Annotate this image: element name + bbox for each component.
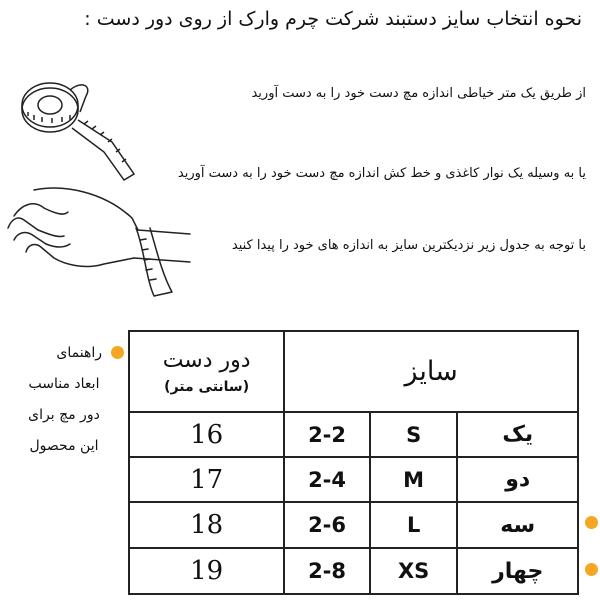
- step-2-text: یا به وسیله یک نوار کاغذی و خط کش اندازه مچ دست خود را به دست آورید: [177, 166, 586, 181]
- step-1-text: از طریق یک متر خیاطی اندازه مچ دست خود را به دست آورید: [251, 86, 586, 101]
- bullet-dot-icon: [111, 346, 124, 359]
- header-wrist: [129, 331, 284, 412]
- guide-legend: [8, 338, 120, 462]
- size-range: 2-8: [284, 548, 370, 594]
- wrist-cm: 19: [129, 548, 284, 594]
- table-row: [129, 548, 578, 594]
- wrist-cm: 16: [129, 412, 284, 457]
- step-3-text: با توجه به جدول زیر نزدیکترین سایز به اندازه های خود را پیدا کنید: [231, 238, 586, 253]
- wrist-cm: 18: [129, 502, 284, 548]
- guide-line: دور مچ برای: [28, 407, 100, 423]
- size-letter: L: [370, 502, 458, 548]
- size-name: یک: [457, 412, 578, 457]
- size-table: [128, 330, 579, 595]
- size-range: 2-2: [284, 412, 370, 457]
- bullet-dot-icon: [585, 563, 598, 576]
- guide-line: ابعاد مناسب: [28, 376, 100, 392]
- bullet-dot-icon: [585, 516, 598, 529]
- table-row: [129, 502, 578, 548]
- wrist-cm: 17: [129, 457, 284, 502]
- size-name: سه: [457, 502, 578, 548]
- size-name: چهار: [457, 548, 578, 594]
- size-range: 2-4: [284, 457, 370, 502]
- guide-line: این محصول: [29, 438, 99, 454]
- guide-line: راهنمای: [56, 345, 102, 361]
- page-title: نحوه انتخاب سایز دستبند شرکت چرم وارک از روی دور دست :: [84, 8, 582, 30]
- size-letter: S: [370, 412, 458, 457]
- size-name: دو: [457, 457, 578, 502]
- table-row: [129, 457, 578, 502]
- size-letter: M: [370, 457, 458, 502]
- tape-measure-icon: [12, 72, 137, 187]
- header-wrist-label: دور دست: [162, 347, 251, 373]
- table-row: [129, 412, 578, 457]
- header-size: سایز: [284, 331, 578, 412]
- size-letter: XS: [370, 548, 458, 594]
- header-wrist-unit: (سانتی متر): [164, 378, 250, 395]
- hand-wrist-icon: [4, 178, 194, 308]
- size-range: 2-6: [284, 502, 370, 548]
